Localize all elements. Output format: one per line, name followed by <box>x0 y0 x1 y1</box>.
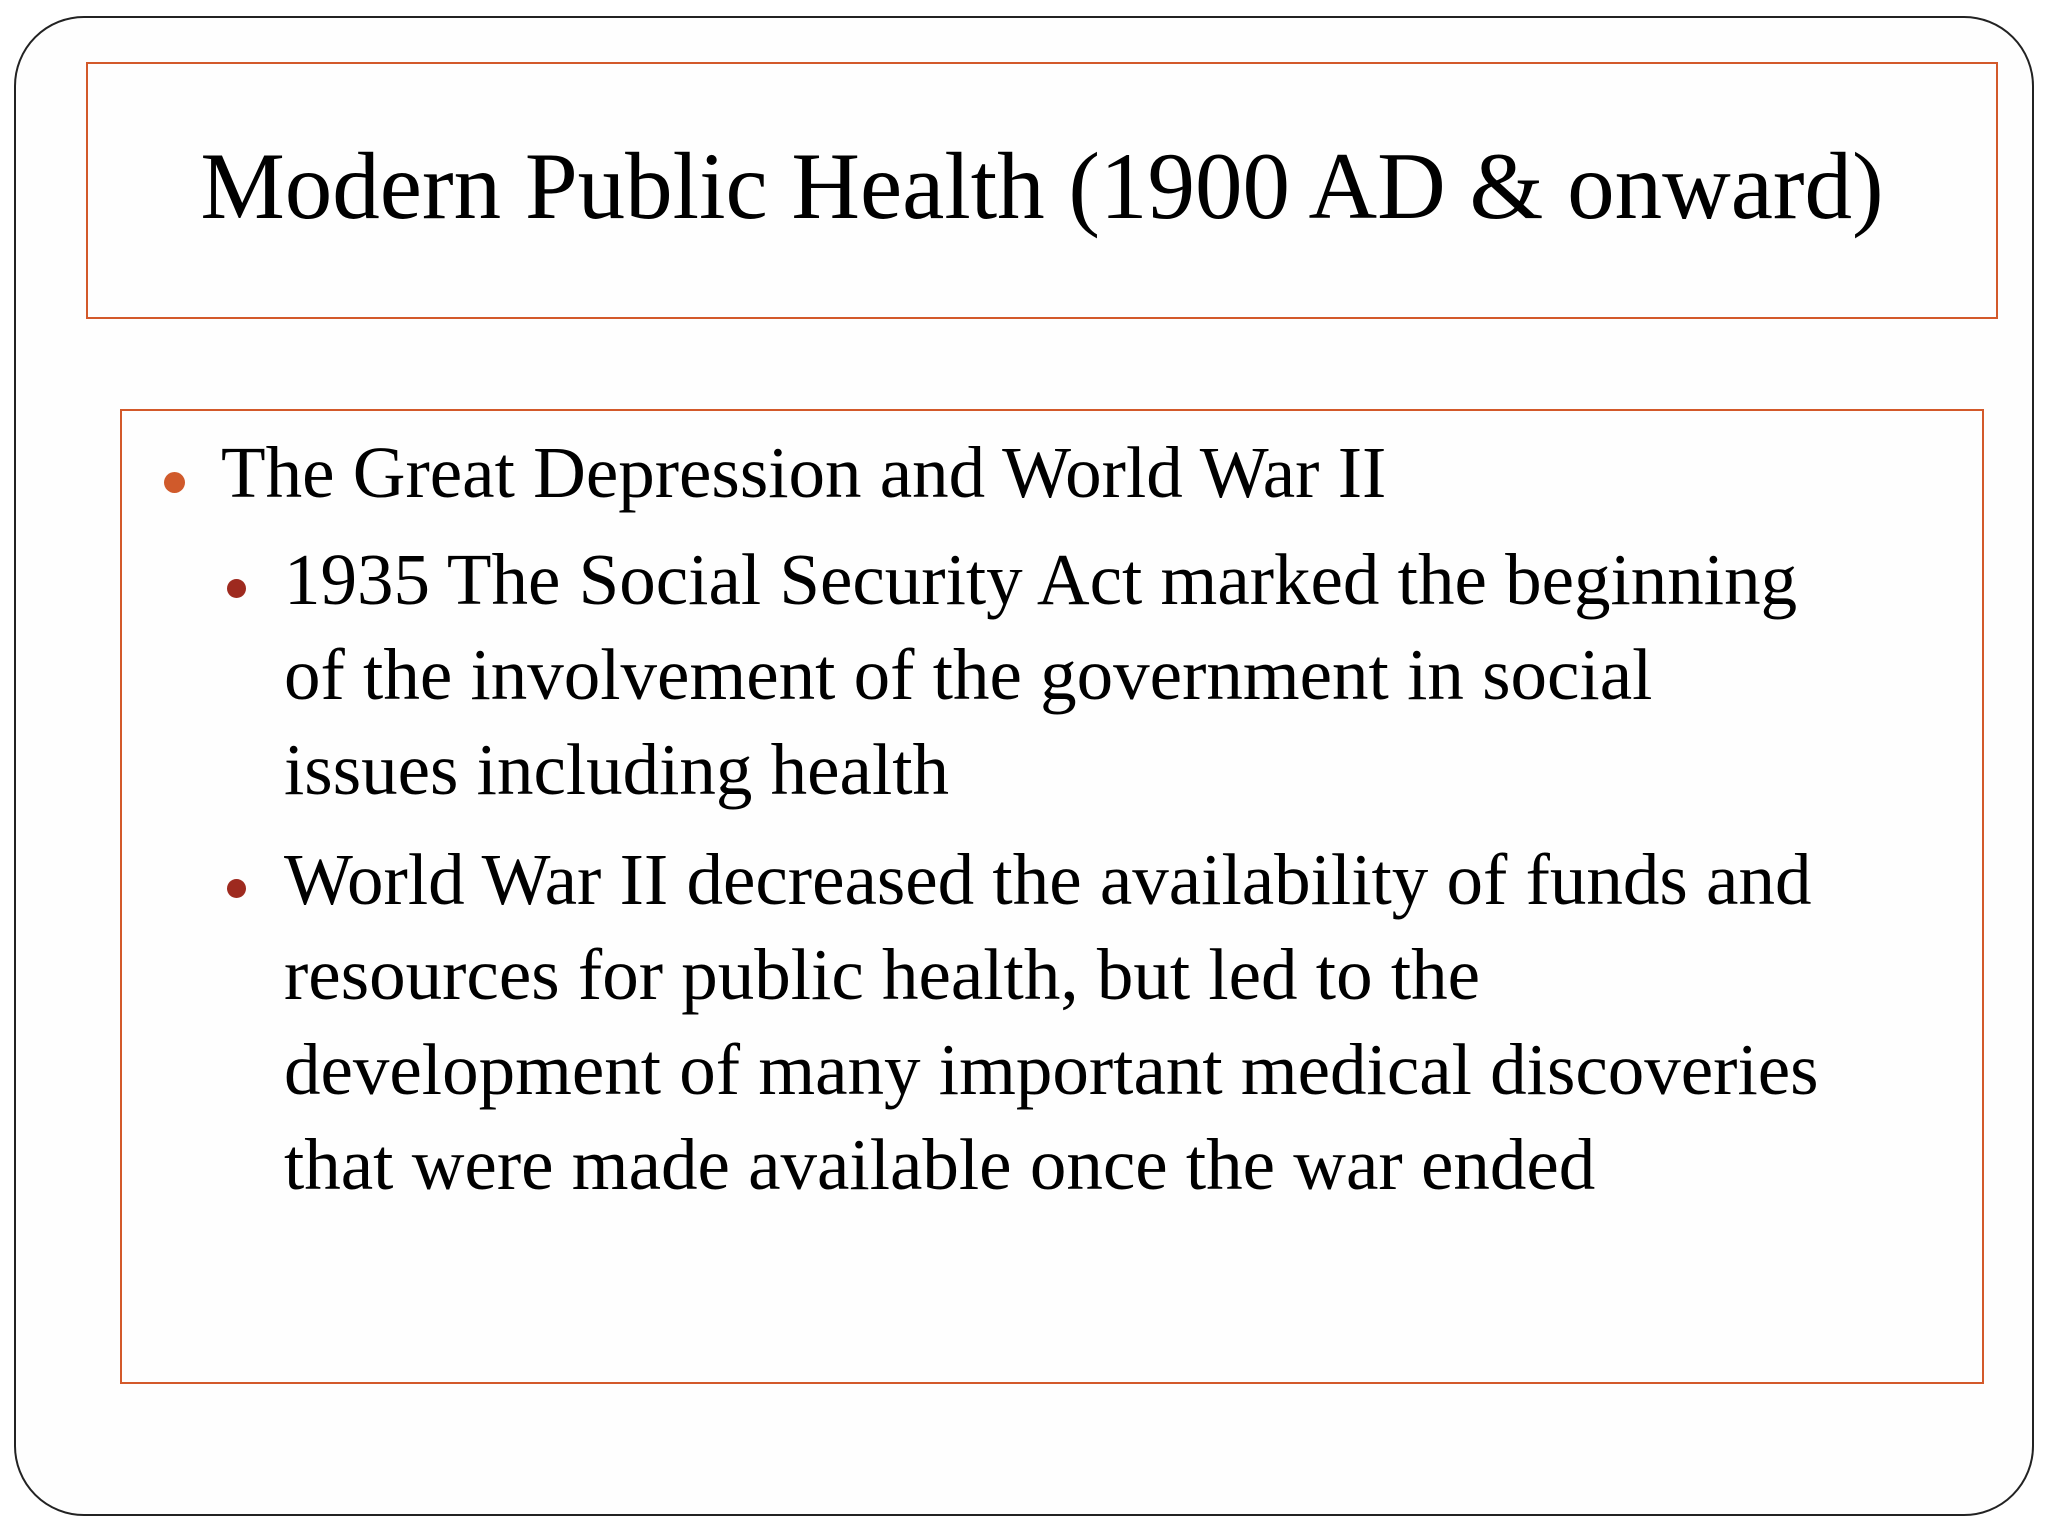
slide-frame <box>14 16 2034 1516</box>
content-box <box>120 409 1984 1384</box>
sub-bullet-dot-icon <box>227 579 246 598</box>
sub-bullet-2-text <box>284 832 1819 1212</box>
slide-title: Modern Public Health (1900 AD & onward) <box>200 132 1884 239</box>
sub-bullet-1-line-3: issues including health <box>284 729 950 810</box>
sub-bullet-1-line-1: 1935 The Social Security Act marked the beginning <box>284 539 1798 620</box>
sub-bullet-2-line-4: that were made available once the war ended <box>284 1124 1596 1205</box>
main-bullet-dot-icon <box>164 472 185 493</box>
title-box <box>86 62 1998 319</box>
sub-bullet-1-text <box>284 532 1797 817</box>
sub-bullet-2-line-2: resources for public health, but led to the <box>284 934 1481 1015</box>
sub-bullet-2-line-3: development of many important medical discoveries <box>284 1029 1819 1110</box>
sub-bullet-2-line-1: World War II decreased the availability of funds and <box>284 839 1812 920</box>
sub-bullet-1-line-2: of the involvement of the government in social <box>284 634 1653 715</box>
main-bullet-text: The Great Depression and World War II <box>221 432 1387 513</box>
sub-bullet-dot-icon <box>227 879 246 898</box>
